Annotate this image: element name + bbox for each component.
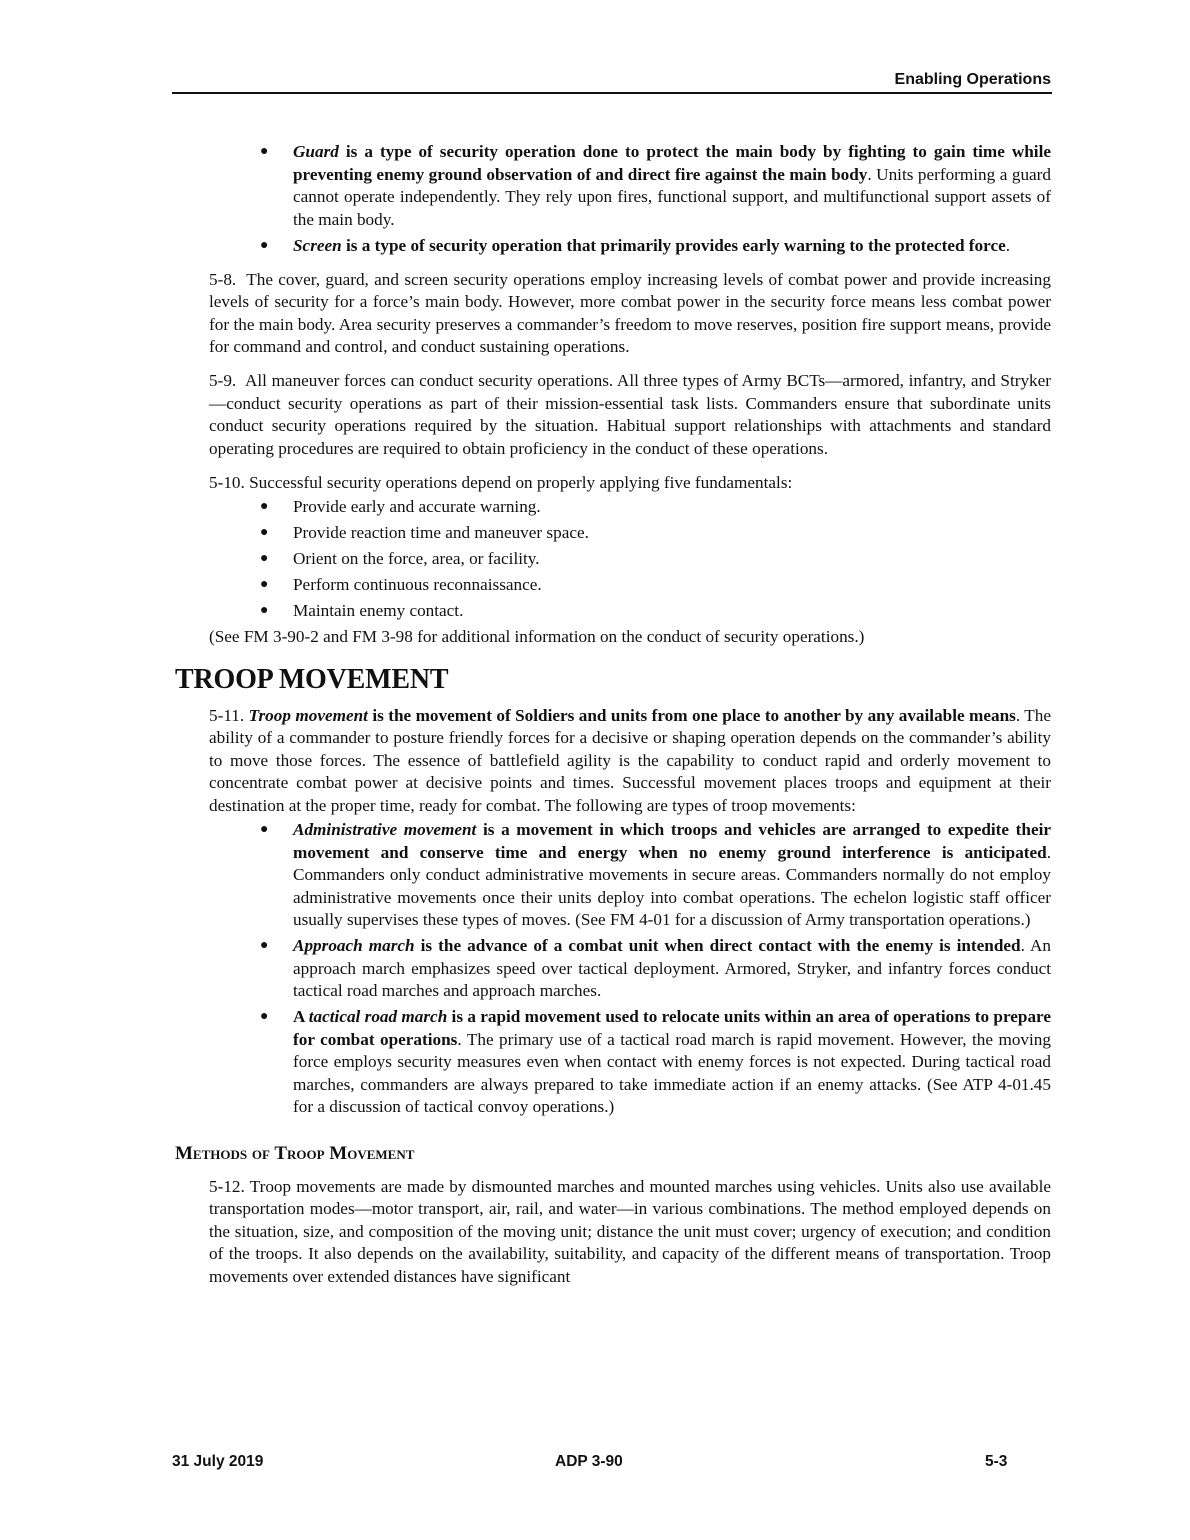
paragraph-5-10 xyxy=(209,472,1051,495)
paragraph-number: 5-10. xyxy=(209,472,245,492)
subsection-heading: Methods of Troop Movement xyxy=(175,1142,415,1164)
footer-date: 31 July 2019 xyxy=(172,1453,264,1470)
list-item xyxy=(209,574,1051,597)
fundamentals-list xyxy=(209,496,1051,623)
term: Guard xyxy=(293,142,339,161)
header-rule xyxy=(172,92,1052,94)
term-definition xyxy=(293,820,1051,862)
troop-movement-types-list xyxy=(209,819,1051,1119)
security-types-list xyxy=(209,141,1051,257)
bullet-icon: ● xyxy=(260,1009,269,1024)
explanation: . Units performing a guard cannot operate independently. They rely upon fires, functional support, and multifunctional support assets of the main body. xyxy=(293,164,1051,229)
list-item-text: Orient on the force, area, or facility. xyxy=(293,549,540,568)
paragraph-text: Successful security operations depend on properly applying five fundamentals: xyxy=(249,472,793,492)
definition: is a type of security operation done to protect the main body by fighting to gain time while preventing enemy ground observation of and direct fire against the main body xyxy=(293,142,1051,184)
bullet-icon: ● xyxy=(260,577,269,592)
footer-publication: ADP 3-90 xyxy=(555,1453,623,1470)
list-item xyxy=(209,496,1051,519)
bullet-icon: ● xyxy=(260,237,269,253)
bullet-icon: ● xyxy=(260,938,269,953)
section-heading: TROOP MOVEMENT xyxy=(175,663,449,695)
list-item xyxy=(209,1006,1051,1119)
explanation: . An approach march emphasizes speed over tactical deployment. Armored, Stryker, and infantry forces conduct tactical road marches and approach marches. xyxy=(293,936,1051,1000)
list-item xyxy=(209,235,1051,258)
bullet-icon: ● xyxy=(260,551,269,566)
term-definition xyxy=(249,706,1016,725)
definition: is a rapid movement used to relocate units within an area of operations to prepare for combat operations xyxy=(293,1007,1052,1049)
list-item xyxy=(209,548,1051,571)
explanation: . Commanders only conduct administrative movements in secure areas. Commanders normally do not employ administrative movements once their units deploy into combat operations. The echelon logistic staff officer usually supervises these types of moves. (See FM 4-01 for a discussion of Army transportation operations.) xyxy=(293,842,1051,929)
list-item xyxy=(209,600,1051,623)
definition: is the advance of a combat unit when direct contact with the enemy is intended xyxy=(414,936,1021,955)
bullet-icon: ● xyxy=(260,525,269,540)
reference-note: (See FM 3-90-2 and FM 3-98 for additional information on the conduct of security operations.) xyxy=(209,627,865,646)
paragraph-number: 5-9. xyxy=(209,371,237,390)
paragraph-text: The cover, guard, and screen security operations employ increasing levels of combat power and provide increasing levels of security for a force’s main body. However, more combat power in the security force means less combat power for the main body. Area security preserves a commander’s freedom to move reserves, position fire support means, provide for command and control, and conduct sustaining operations. xyxy=(209,269,1051,356)
paragraph-5-11 xyxy=(209,705,1051,818)
definition: is the movement of Soldiers and units from one place to another by any available means xyxy=(367,705,1016,725)
explanation: . xyxy=(1005,235,1011,255)
paragraph-number: 5-11. xyxy=(209,705,245,725)
footer-page-number: 5-3 xyxy=(985,1453,1008,1470)
list-item xyxy=(209,522,1051,545)
term-definition xyxy=(293,236,1006,255)
bullet-icon: ● xyxy=(260,822,269,837)
bullet-icon: ● xyxy=(260,499,269,514)
list-item-text: Maintain enemy contact. xyxy=(293,601,464,620)
bullet-icon: ● xyxy=(260,144,269,159)
paragraph-text: . The ability of a commander to posture friendly forces for a decisive or shaping operation depends on the commander’s ability to move those forces. The essence of battlefield agility is the capability to conduct rapid and orderly movement to concentrate combat power at decisive points and times. Successful movement places troops and equipment at their destination at the proper time, ready for combat. The following are types of troop movements: xyxy=(209,705,1051,815)
list-item xyxy=(209,935,1051,1003)
explanation: . The primary use of a tactical road march is rapid movement. However, the moving force employs security measures even when contact with enemy forces is not expected. During tactical road marches, commanders are always prepared to take immediate action if an enemy attacks. (See ATP 4-01.45 for a discussion of tactical convoy operations.) xyxy=(293,1029,1051,1116)
paragraph-5-12 xyxy=(209,1176,1051,1289)
paragraph-number: 5-12. xyxy=(209,1176,245,1196)
paragraph-text: All maneuver forces can conduct security operations. All three types of Army BCTs—armored, infantry, and Stryker—conduct security operations as part of their mission-essential task lists. Commanders ensure that subordinate units conduct security operations required by the situation. Habitual support relationships with attachments and standard operating procedures are required to obtain proficiency in the conduct of these operations. xyxy=(209,371,1051,458)
article: A xyxy=(293,1007,309,1026)
term: Administrative movement xyxy=(293,820,477,839)
term: Screen xyxy=(293,235,342,255)
list-item-text: Perform continuous reconnaissance. xyxy=(293,575,542,594)
paragraph-5-8 xyxy=(209,269,1051,359)
term: tactical road march xyxy=(308,1007,448,1026)
paragraph-number: 5-8. xyxy=(209,269,237,289)
list-item-text: Provide early and accurate warning. xyxy=(293,497,541,516)
running-header-title: Enabling Operations xyxy=(894,71,1051,88)
list-item xyxy=(209,819,1051,932)
list-item xyxy=(209,141,1051,231)
list-item-text: Provide reaction time and maneuver space. xyxy=(293,523,589,542)
paragraph-5-9 xyxy=(209,370,1051,460)
definition: is a type of security operation that primarily provides early warning to the protected force xyxy=(341,235,1006,255)
term: Troop movement xyxy=(248,705,368,725)
term-definition xyxy=(293,936,1021,955)
page-body xyxy=(175,141,1052,1288)
paragraph-text: Troop movements are made by dismounted marches and mounted marches using vehicles. Units also use available transportation modes—motor transport, air, rail, and water—in various combinations. The method employed depends on the situation, size, and composition of the moving unit; distance the unit must cover; urgency of execution; and condition of the troops. It also depends on the availability, suitability, and capacity of the different means of transportation. Troop movements over extended distances have significant xyxy=(209,1176,1051,1286)
bullet-icon: ● xyxy=(260,603,269,618)
definition: is a movement in which troops and vehicles are arranged to expedite their movement and conserve time and energy when no enemy ground interference is anticipated xyxy=(293,820,1051,862)
term: Approach march xyxy=(293,936,415,955)
